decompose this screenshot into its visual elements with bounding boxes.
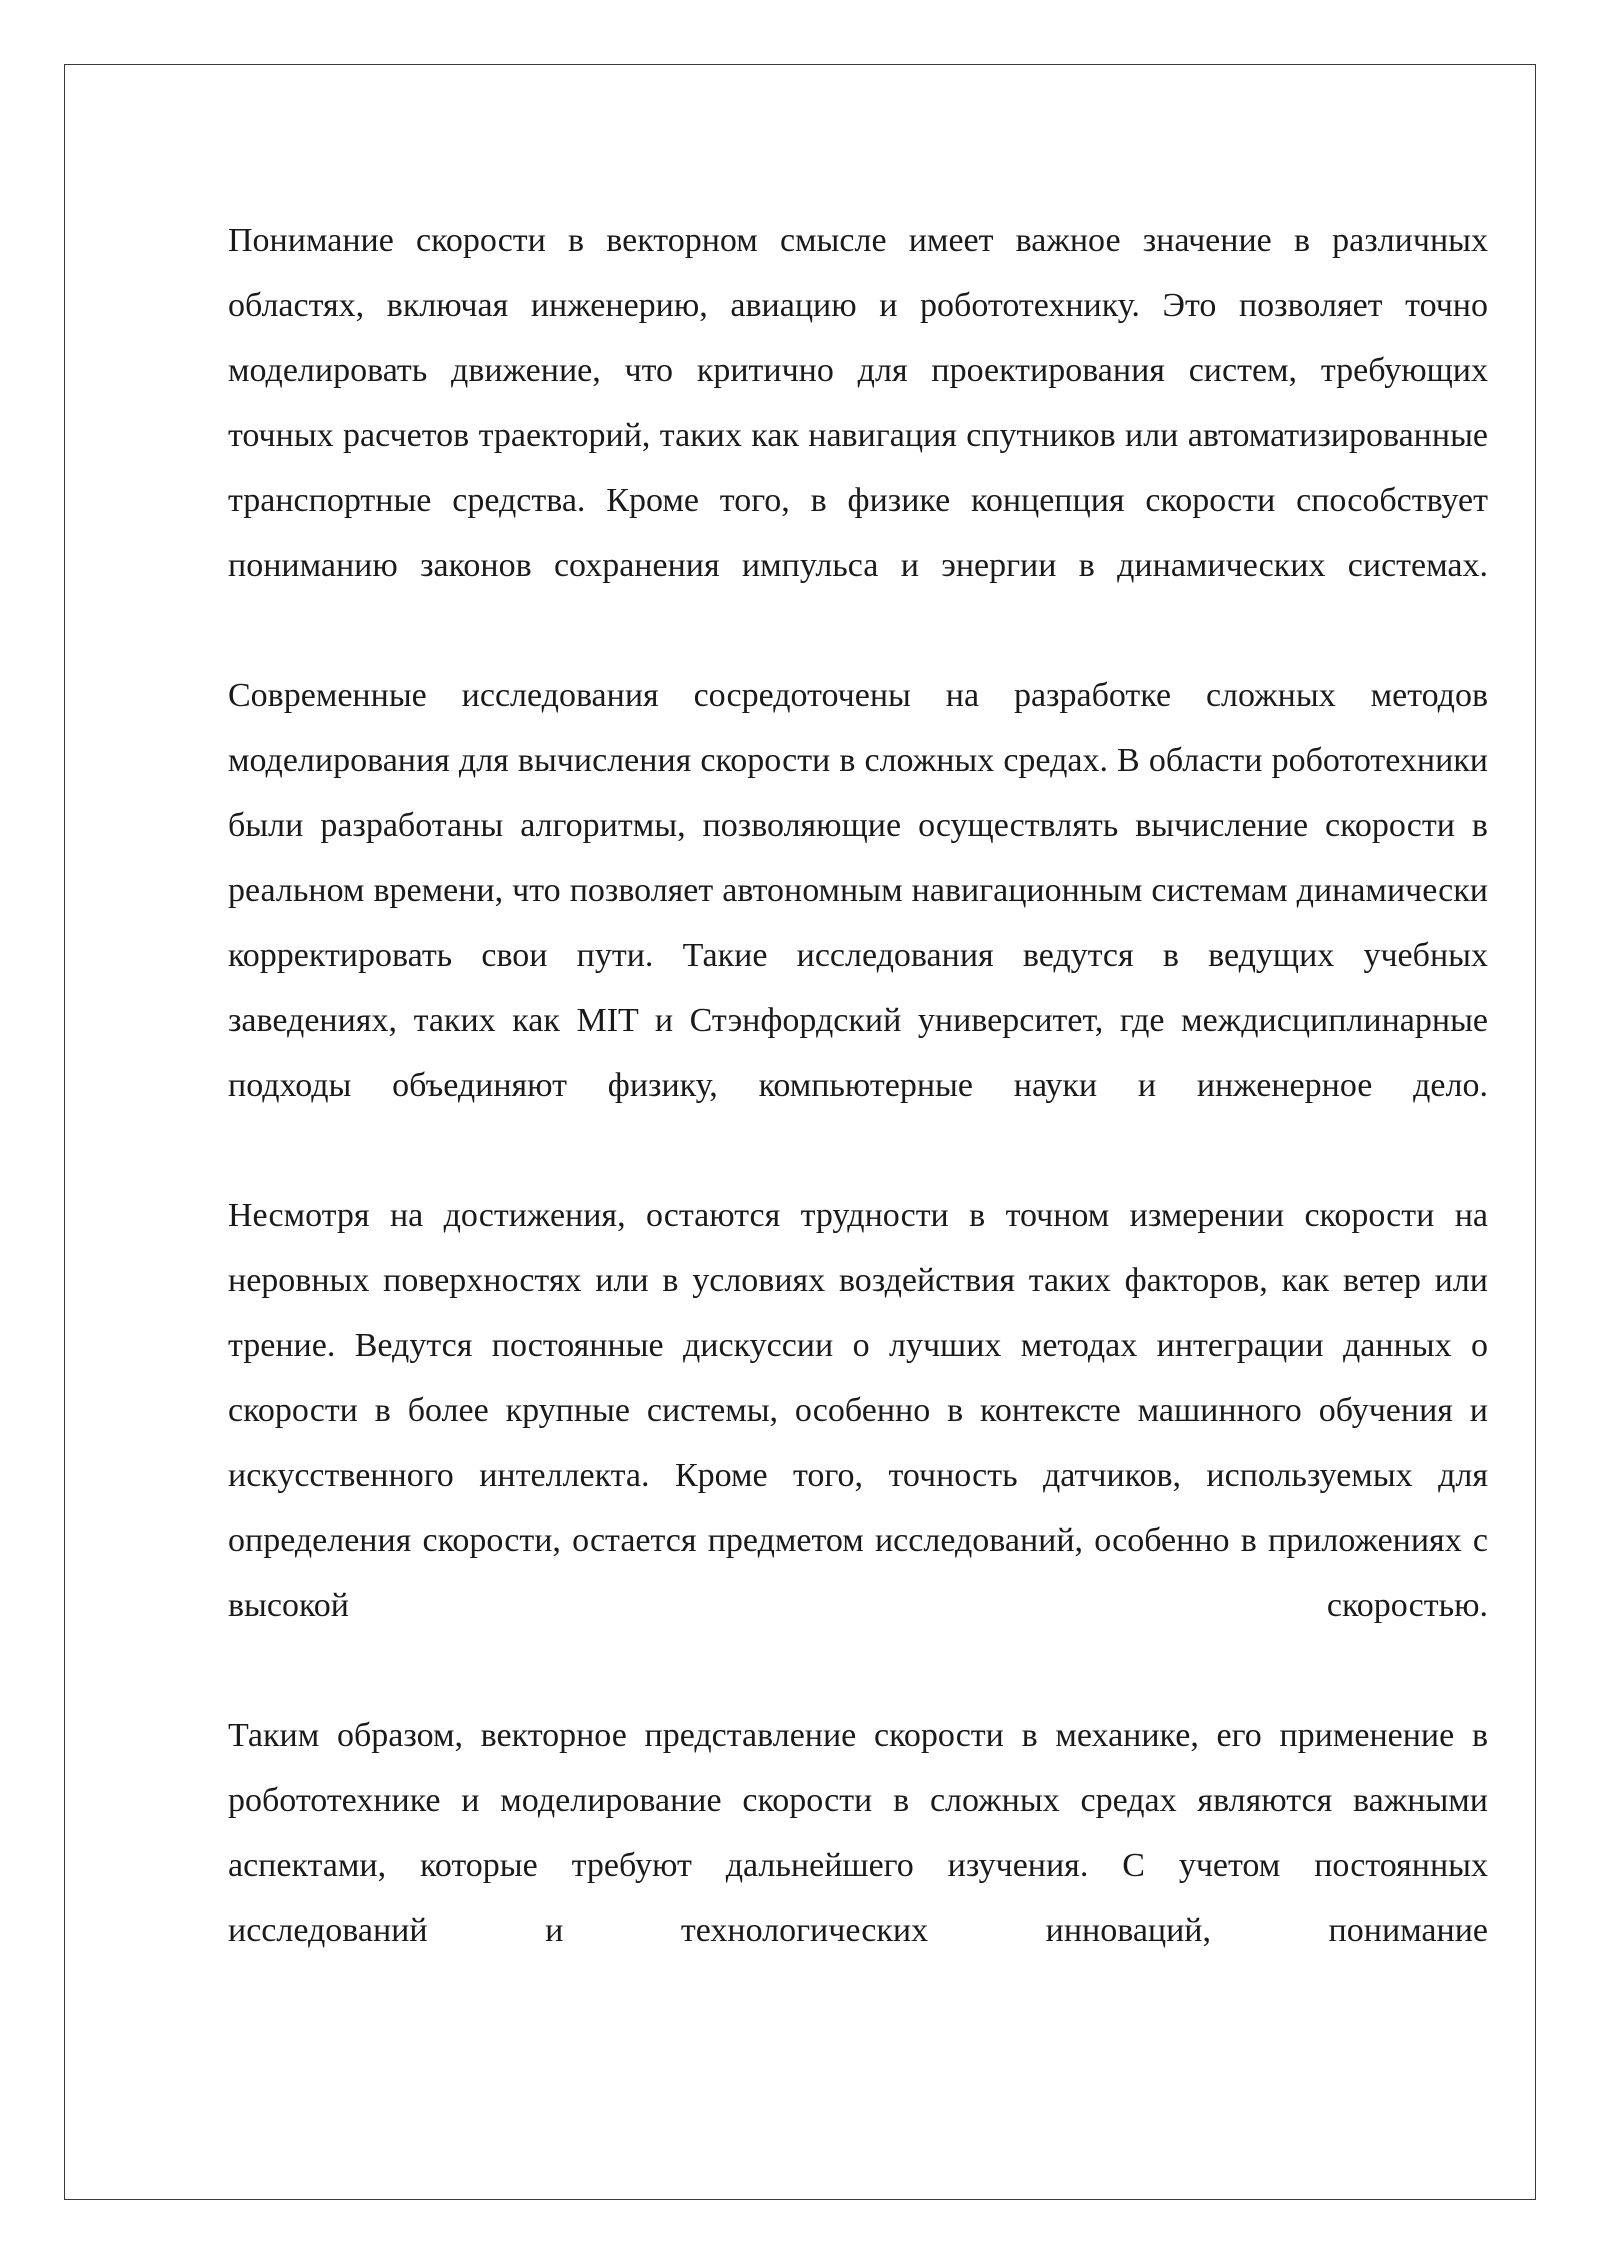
document-body bbox=[228, 208, 1488, 1963]
paragraph-3: Несмотря на достижения, остаются трудности в точном измерении скорости на неровных поверхностях или в условиях воздействия таких факторов, как ветер или трение. Ведутся постоянные дискуссии о лучших методах интеграции данных о скорости в более крупные системы, особенно в контексте машинного обучения и искусственного интеллекта. Кроме того, точность датчиков, используемых для определения скорости, остается предметом исследований, особенно в приложениях с высокой скоростью. bbox=[228, 1197, 1488, 1624]
paragraph-2: Современные исследования сосредоточены на разработке сложных методов моделирования для вычисления скорости в сложных средах. В области робототехники были разработаны алгоритмы, позволяющие осуществлять вычисление скорости в реальном времени, что позволяет автономным навигационным системам динамически корректировать свои пути. Такие исследования ведутся в ведущих учебных заведениях, таких как MIT и Стэнфордский университет, где междисциплинарные подходы объединяют физику, компьютерные науки и инженерное дело. bbox=[228, 677, 1488, 1104]
paragraph-1: Понимание скорости в векторном смысле имеет важное значение в различных областях, включая инженерию, авиацию и робототехнику. Это позволяет точно моделировать движение, что критично для проектирования систем, требующих точных расчетов траекторий, таких как навигация спутников или автоматизированные транспортные средства. Кроме того, в физике концепция скорости способствует пониманию законов сохранения импульса и энергии в динамических системах. bbox=[228, 222, 1488, 584]
paragraph-4: Таким образом, векторное представление скорости в механике, его применение в робототехнике и моделирование скорости в сложных средах являются важными аспектами, которые требуют дальнейшего изучения. С учетом постоянных исследований и технологических инноваций, понимание bbox=[228, 1717, 1488, 1949]
